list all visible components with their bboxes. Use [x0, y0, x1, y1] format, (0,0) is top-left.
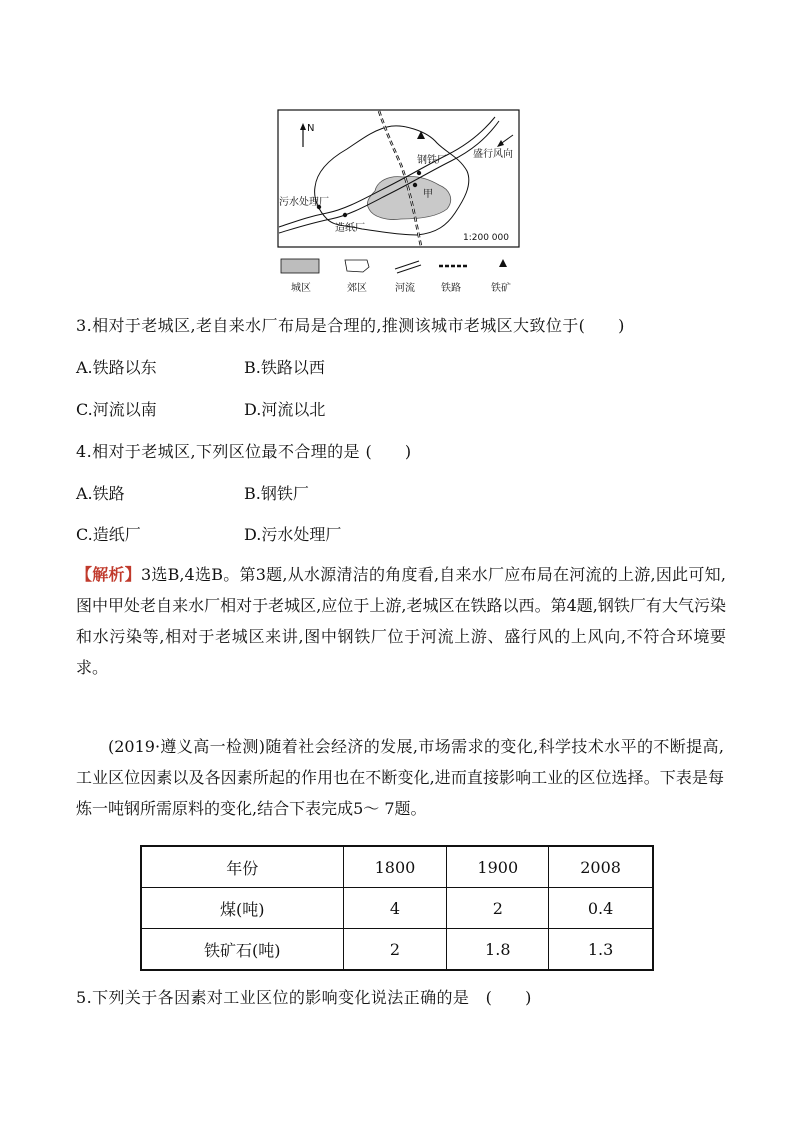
north-label: N	[307, 123, 315, 134]
table-cell: 1.8	[447, 929, 549, 971]
map-figure	[277, 109, 522, 294]
analysis-text: 3选B,4选B。第3题,从水源清洁的角度看,自来水厂应布局在河流的上游,因此可知,图中甲处老自来水厂相对于老城区,应位于上游,老城区在铁路以西。第4题,钢铁厂有大气污染和水污染等,相对于老城区来讲,图中钢铁厂位于河流上游、盛行风的上风向,不符合环境要求。	[76, 565, 726, 677]
q3-option-d: D.河流以北	[244, 400, 326, 419]
table-cell: 0.4	[549, 888, 653, 929]
table-header-row	[141, 846, 653, 888]
table-header-cell: 1900	[447, 846, 549, 888]
table-row	[141, 888, 653, 929]
sewage-plant-label: 污水处理厂	[279, 197, 329, 208]
legend-mine-label: 铁矿	[491, 283, 511, 294]
legend-railway-label: 铁路	[441, 283, 461, 294]
q4-option-a: A.铁路	[76, 484, 125, 503]
q3-option-b: B.铁路以西	[244, 358, 325, 377]
q4-option-c: C.造纸厂	[76, 525, 141, 544]
paper-mill-point	[343, 213, 347, 217]
table-row	[141, 929, 653, 971]
analysis-tag: 【解析】	[76, 565, 141, 584]
table-header-cell: 2008	[549, 846, 653, 888]
table-cell: 铁矿石(吨)	[141, 929, 343, 971]
table-cell: 2	[447, 888, 549, 929]
steel-material-table	[140, 845, 654, 971]
q4-stem: 4.相对于老城区,下列区位最不合理的是 ( )	[76, 442, 412, 461]
jia-point	[413, 183, 417, 187]
table-cell: 2	[343, 929, 447, 971]
analysis-block	[76, 559, 726, 683]
legend-river-label: 河流	[395, 283, 415, 294]
table-header-cell: 年份	[141, 846, 343, 888]
wind-label: 盛行风向	[473, 149, 513, 160]
legend-suburb-symbol	[345, 260, 369, 272]
table-cell: 煤(吨)	[141, 888, 343, 929]
intro-paragraph: (2019·遵义高一检测)随着社会经济的发展,市场需求的变化,科学技术水平的不断提高,工业区位因素以及各因素所起的作用也在不断变化,进而直接影响工业的区位选择。下表是每炼一吨钢所需原料的变化,结合下表完成5～ 7题。	[76, 737, 724, 818]
q4-option-d: D.污水处理厂	[244, 525, 342, 544]
table-cell: 4	[343, 888, 447, 929]
jia-label: 甲	[423, 189, 433, 200]
q5-stem: 5.下列关于各因素对工业区位的影响变化说法正确的是 ( )	[76, 988, 532, 1007]
steel-plant-point	[417, 171, 421, 175]
q4-option-b: B.钢铁厂	[244, 484, 309, 503]
paper-mill-label: 造纸厂	[335, 223, 365, 234]
legend-river-symbol-2	[397, 265, 421, 273]
legend-river-symbol-1	[395, 261, 419, 269]
legend-city-symbol	[281, 259, 319, 273]
legend-mine-symbol	[499, 259, 507, 267]
legend-city-label: 城区	[291, 283, 311, 294]
q3-option-a: A.铁路以东	[76, 358, 157, 377]
scale-label: 1:200 000	[463, 233, 509, 243]
steel-plant-label: 钢铁厂	[417, 155, 447, 166]
table-header-cell: 1800	[343, 846, 447, 888]
q3-stem: 3.相对于老城区,老自来水厂布局是合理的,推测该城市老城区大致位于( )	[76, 316, 625, 335]
q3-option-c: C.河流以南	[76, 400, 157, 419]
legend-suburb-label: 郊区	[347, 283, 367, 294]
table-cell: 1.3	[549, 929, 653, 971]
